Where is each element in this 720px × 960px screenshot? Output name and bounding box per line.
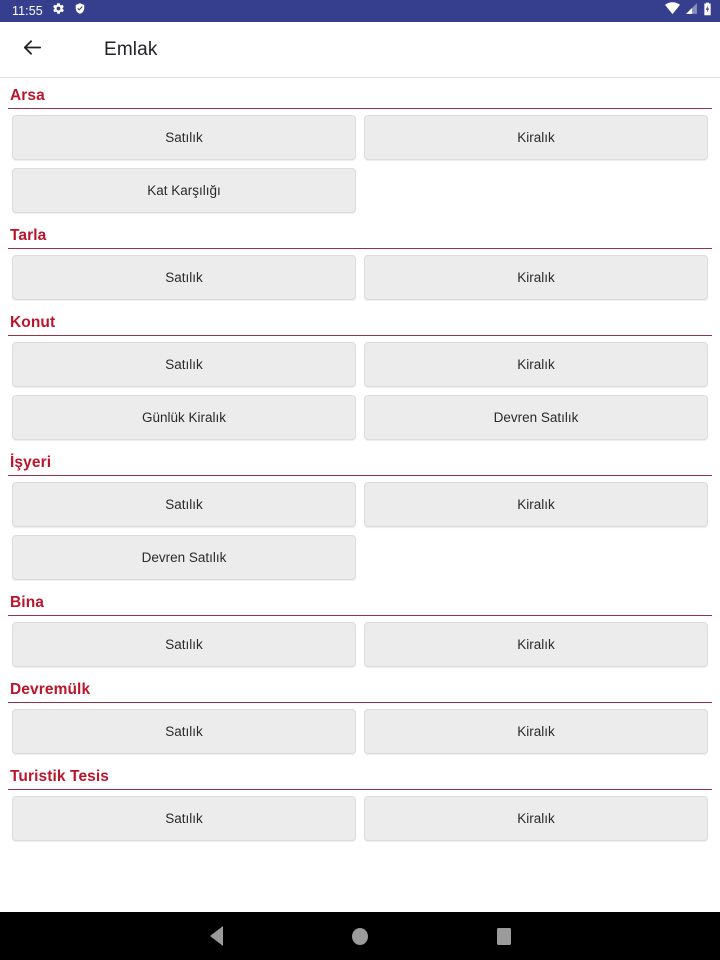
option-button[interactable]: Kiralık [364,115,708,160]
option-cell [360,622,712,675]
option-grid [8,255,712,308]
option-button[interactable]: Kat Karşılığı [12,168,356,213]
nav-home-button[interactable] [340,916,380,956]
section-devremulk [8,681,712,762]
option-button[interactable]: Satılık [12,482,356,527]
option-cell [8,709,360,762]
option-cell [360,709,712,762]
status-bar-right [665,2,712,21]
section-title: Bina [10,594,44,611]
option-grid [8,796,712,849]
option-button[interactable]: Satılık [12,255,356,300]
section-title: Tarla [10,227,47,244]
option-grid [8,709,712,762]
back-button[interactable] [8,26,56,74]
option-cell [360,796,712,849]
square-recents-icon [497,928,511,945]
option-cell [360,255,712,308]
option-button[interactable]: Kiralık [364,342,708,387]
option-button[interactable]: Satılık [12,342,356,387]
section-turistik-tesis [8,768,712,849]
option-cell [360,482,712,535]
option-grid [8,482,712,588]
circle-home-icon [352,928,368,945]
option-cell [8,255,360,308]
section-divider [8,248,712,249]
section-tarla [8,227,712,308]
option-cell [8,168,360,221]
section-title: Turistik Tesis [10,768,110,785]
category-list [0,78,720,912]
section-title: Devremülk [10,681,91,698]
shield-icon [74,2,86,20]
section-divider [8,789,712,790]
option-cell [8,796,360,849]
option-cell [8,115,360,168]
section-isyeri [8,454,712,588]
battery-charging-icon [703,2,712,21]
status-bar-left [8,2,86,20]
section-divider [8,475,712,476]
option-button[interactable]: Günlük Kiralık [12,395,356,440]
option-button[interactable]: Satılık [12,796,356,841]
option-button[interactable]: Kiralık [364,255,708,300]
triangle-back-icon [210,926,223,946]
section-divider [8,108,712,109]
option-cell [8,535,360,588]
option-grid [8,622,712,675]
option-button[interactable]: Kiralık [364,709,708,754]
section-title: Arsa [10,87,45,104]
cellular-signal-icon [685,2,698,20]
section-bina [8,594,712,675]
option-grid [8,342,712,448]
option-button[interactable]: Satılık [12,115,356,160]
option-button[interactable]: Satılık [12,622,356,667]
option-cell [360,115,712,168]
option-button[interactable]: Devren Satılık [12,535,356,580]
option-button[interactable]: Satılık [12,709,356,754]
section-title: Konut [10,314,56,331]
option-cell [8,342,360,395]
app-bar [0,22,720,78]
status-bar-clock: 11:55 [12,3,43,18]
option-cell [360,342,712,395]
wifi-icon [665,2,680,20]
section-title: İşyeri [10,454,52,471]
section-divider [8,335,712,336]
option-cell [360,395,712,448]
option-cell [8,622,360,675]
option-cell [8,482,360,535]
back-arrow-icon [21,36,44,64]
gear-icon [52,2,65,20]
option-button[interactable]: Kiralık [364,796,708,841]
option-cell [8,395,360,448]
option-button[interactable]: Devren Satılık [364,395,708,440]
option-button[interactable]: Kiralık [364,622,708,667]
option-grid [8,115,712,221]
section-divider [8,702,712,703]
android-navigation-bar [0,912,720,960]
section-divider [8,615,712,616]
nav-recents-button[interactable] [484,916,524,956]
section-konut [8,314,712,448]
section-arsa [8,87,712,221]
page-title: Emlak [104,38,158,60]
option-button[interactable]: Kiralık [364,482,708,527]
nav-back-button[interactable] [196,916,236,956]
status-bar [0,0,720,22]
